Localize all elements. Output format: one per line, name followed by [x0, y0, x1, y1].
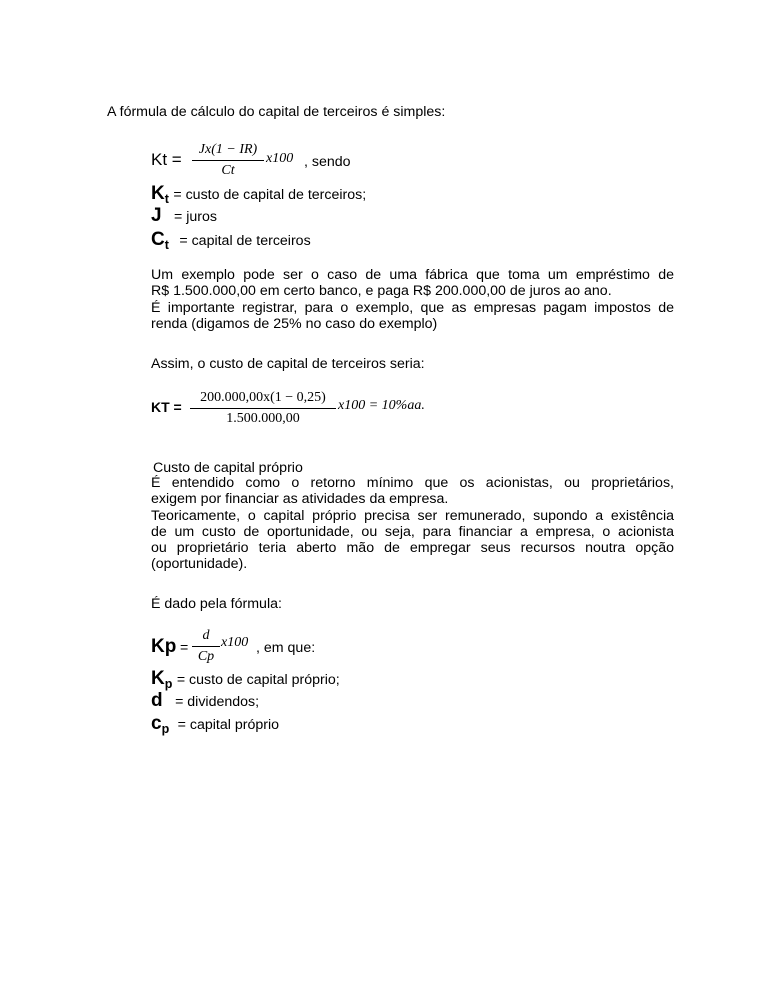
def-subscript: t: [164, 192, 169, 206]
def-text: = custo de capital de terceiros;: [173, 187, 367, 203]
paragraph-line: Um exemplo pode ser o caso de uma fábrica que toma um empréstimo de: [151, 267, 674, 283]
paragraph-line: É entendido como o retorno mínimo que os acionistas, ou proprietários,: [151, 475, 674, 491]
def-symbol: K: [151, 668, 165, 689]
def-text: = dividendos;: [175, 694, 260, 710]
paragraph-line: de um custo de oportunidade, ou seja, para financiar a empresa, o acionista: [151, 523, 674, 540]
example-paragraph: [151, 267, 674, 332]
kt-multiplier: x100: [266, 151, 294, 166]
def-subscript: p: [164, 677, 173, 691]
intro-text: A fórmula de cálculo do capital de terceiros é simples:: [107, 104, 446, 120]
kt-example-bar: [190, 408, 336, 409]
kt-def-ct: [151, 229, 311, 251]
kp-suffix: , em que:: [256, 640, 316, 656]
paragraph-line: exigem por financiar as atividades da empresa.: [151, 491, 449, 508]
kp-formula-eq: =: [180, 640, 189, 656]
dado-text: É dado pela fórmula:: [151, 596, 282, 612]
kp-formula-lhs: Kp: [151, 636, 177, 657]
paragraph-line: R$ 1.500.000,00 em certo banco, e paga R$ 200.000,00 de juros ao ano.: [151, 283, 612, 300]
def-symbol: d: [151, 690, 163, 711]
paragraph-line: É importante registrar, para o exemplo, que as empresas pagam impostos de: [151, 299, 674, 316]
assim-text: Assim, o custo de capital de terceiros seria:: [151, 356, 425, 372]
def-text: = capital próprio: [177, 717, 280, 733]
def-symbol: K: [151, 183, 165, 204]
kp-denominator: Cp: [197, 649, 215, 664]
proprio-title: Custo de capital próprio: [153, 460, 303, 476]
def-text: = juros: [174, 209, 218, 225]
kp-numerator: d: [202, 628, 210, 643]
kt-numerator: Jx(1 − IR): [198, 142, 258, 157]
paragraph-line: (oportunidade).: [151, 556, 248, 573]
def-subscript: t: [164, 238, 169, 252]
kt-def-kt: [151, 183, 366, 205]
kt-formula-lhs: Kt =: [151, 150, 182, 169]
paragraph-line: Teoricamente, o capital próprio precisa ser remunerado, supondo a existência: [151, 507, 674, 524]
kp-def-d: [151, 690, 259, 712]
kp-def-kp: [151, 668, 340, 690]
paragraph-line: ou proprietário teria aberto mão de empregar seus recursos noutra opção: [151, 540, 674, 557]
def-symbol: J: [151, 205, 162, 226]
proprio-paragraph: [151, 475, 674, 573]
def-symbol: C: [151, 229, 165, 250]
def-symbol: c: [151, 713, 162, 734]
kt-fraction: [192, 142, 264, 179]
def-subscript: p: [161, 722, 170, 736]
kt-example-result: x100 = 10%aa.: [338, 398, 425, 413]
kp-def-cp: [151, 713, 279, 735]
kt-suffix: , sendo: [304, 154, 351, 170]
kt-denominator: Ct: [221, 163, 235, 178]
kt-example-numerator: 200.000,00x(1 − 0,25): [200, 390, 326, 405]
kt-example-lhs: KT =: [151, 399, 182, 415]
paragraph-line: renda (digamos de 25% no caso do exemplo): [151, 315, 438, 332]
def-text: = capital de terceiros: [179, 233, 311, 249]
kt-def-j: [151, 205, 217, 227]
kt-fraction-bar: [192, 160, 264, 161]
kt-example-denominator: 1.500.000,00: [226, 411, 300, 426]
def-text: = custo de capital próprio;: [176, 672, 340, 688]
kt-example-fraction: [190, 390, 336, 427]
kp-fraction-bar: [192, 646, 220, 647]
kp-multiplier: x100: [221, 635, 249, 650]
kp-fraction: [192, 628, 220, 665]
